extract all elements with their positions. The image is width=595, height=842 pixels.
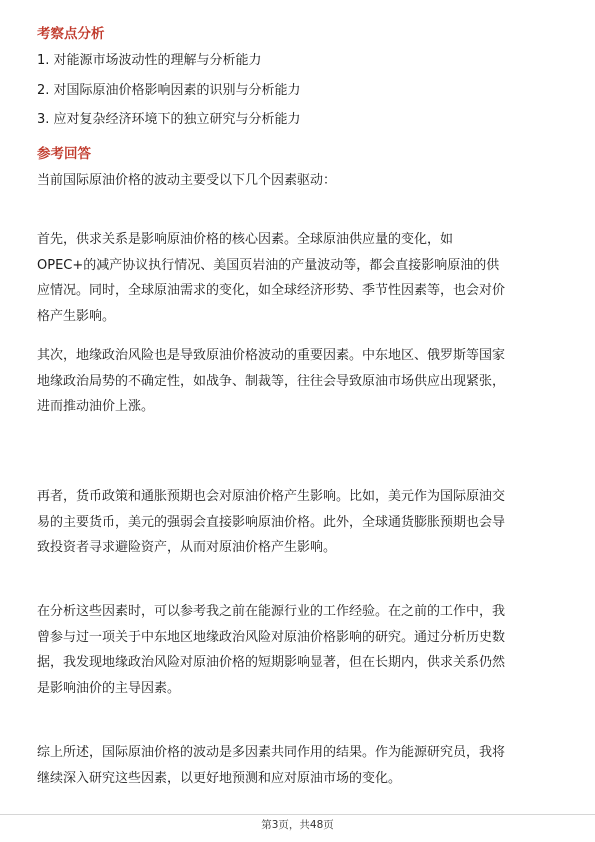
- paragraph-line: 是影响油价的主导因素。: [37, 680, 181, 696]
- footer-divider: [0, 814, 595, 815]
- analysis-heading: 考察点分析: [37, 26, 105, 42]
- paragraph-supply-demand: [37, 227, 562, 329]
- paragraph-experience: [37, 599, 562, 701]
- paragraph-line: 其次，地缘政治风险也是导致原油价格波动的重要因素。中东地区、俄罗斯等国家: [37, 348, 506, 363]
- paragraph-line: 再者，货币政策和通胀预期也会对原油价格产生影响。比如，美元作为国际原油交: [37, 489, 506, 504]
- paragraph-line: 曾参与过一项关于中东地区地缘政治风险对原油价格影响的研究。通过分析历史数: [37, 629, 506, 645]
- paragraph-line: 应情况。同时，全球原油需求的变化，如全球经济形势、季节性因素等，也会对价: [37, 283, 506, 298]
- analysis-point-3: 3. 应对复杂经济环境下的独立研究与分析能力: [37, 112, 301, 127]
- paragraph-line: 格产生影响。: [37, 308, 116, 324]
- paragraph-line: 易的主要货币，美元的强弱会直接影响原油价格。此外，全球通货膨胀预期也会导: [37, 514, 506, 530]
- paragraph-line: 致投资者寻求避险资产，从而对原油价格产生影响。: [37, 540, 337, 555]
- intro-line: 当前国际原油价格的波动主要受以下几个因素驱动：: [37, 173, 337, 188]
- paragraph-line: 继续深入研究这些因素，以更好地预测和应对原油市场的变化。: [37, 770, 402, 786]
- paragraph-line: 进而推动油价上涨。: [37, 399, 155, 414]
- paragraph-line: 首先，供求关系是影响原油价格的核心因素。全球原油供应量的变化，如: [37, 232, 454, 247]
- paragraph-monetary-policy: [37, 484, 562, 561]
- analysis-point-1: 1. 对能源市场波动性的理解与分析能力: [37, 53, 262, 68]
- page-number: 第3页，共48页: [261, 819, 334, 831]
- paragraph-line: 综上所述，国际原油价格的波动是多因素共同作用的结果。作为能源研究员，我将: [37, 745, 506, 760]
- paragraph-conclusion: [37, 740, 562, 791]
- paragraph-line: OPEC+的减产协议执行情况、美国页岩油的产量波动等，都会直接影响原油的供: [37, 257, 500, 273]
- answer-heading: 参考回答: [37, 146, 91, 162]
- analysis-point-2: 2. 对国际原油价格影响因素的识别与分析能力: [37, 83, 301, 98]
- paragraph-line: 据，我发现地缘政治风险对原油价格的短期影响显著，但在长期内，供求关系仍然: [37, 655, 506, 670]
- answer-intro: [37, 168, 562, 194]
- paragraph-line: 地缘政治局势的不确定性，如战争、制裁等，往往会导致原油市场供应出现紧张，: [37, 373, 506, 389]
- paragraph-geopolitics: [37, 343, 562, 420]
- paragraph-line: 在分析这些因素时，可以参考我之前在能源行业的工作经验。在之前的工作中，我: [37, 604, 506, 619]
